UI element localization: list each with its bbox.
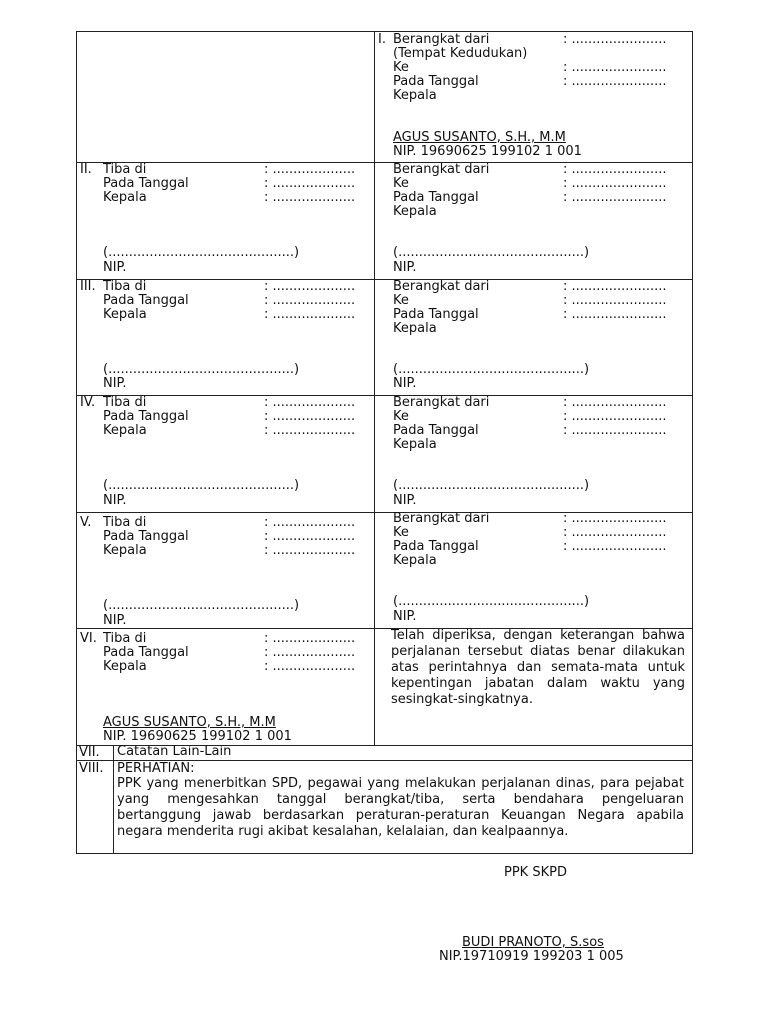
ke-label: Ke [393, 525, 409, 540]
berangkat-dari-label: Berangkat dari [393, 511, 490, 526]
ke-field: : ....................... [563, 409, 667, 424]
catatan-label: Catatan Lain-Lain [117, 744, 232, 759]
berangkat-dari-field: : ....................... [563, 162, 667, 177]
footer-name: BUDI PRANOTO, S.sos [462, 935, 604, 950]
ke-field: : ....................... [563, 176, 667, 191]
pada-tanggal-field: : .................... [264, 645, 356, 660]
pada-tanggal-label: Pada Tanggal [393, 539, 479, 554]
table-border-bottom [76, 853, 693, 854]
ke-field: : ....................... [563, 60, 667, 75]
pada-tanggal-label: Pada Tanggal [103, 176, 189, 191]
nip-label: NIP. [103, 493, 127, 508]
pada-tanggal-label: Pada Tanggal [393, 74, 479, 89]
berangkat-dari-field: : ....................... [563, 279, 667, 294]
kepala-label: Kepala [393, 321, 437, 336]
table-border-left [76, 31, 77, 854]
kepala-field: : .................... [264, 543, 356, 558]
pada-tanggal-field: : ....................... [563, 307, 667, 322]
ke-field: : ....................... [563, 293, 667, 308]
kepala-label: Kepala [393, 553, 437, 568]
section-number: III. [80, 279, 96, 294]
column-divider-middle [374, 31, 375, 746]
pada-tanggal-label: Pada Tanggal [103, 529, 189, 544]
pada-tanggal-field: : ....................... [563, 539, 667, 554]
footer-nip: NIP.19710919 199203 1 005 [439, 949, 624, 964]
section-number: V. [80, 515, 92, 530]
perhatian-title: PERHATIAN: [117, 761, 195, 776]
kepala-label: Kepala [103, 307, 147, 322]
table-border-right [692, 31, 693, 854]
pada-tanggal-field: : ....................... [563, 74, 667, 89]
berangkat-dari-label: Berangkat dari [393, 32, 490, 47]
kepala-label: Kepala [393, 88, 437, 103]
column-divider-number [113, 745, 114, 854]
pada-tanggal-field: : .................... [264, 529, 356, 544]
pada-tanggal-label: Pada Tanggal [393, 423, 479, 438]
ke-label: Ke [393, 409, 409, 424]
signature-blank: (.............................................) [103, 362, 300, 377]
section-number: VIII. [79, 761, 104, 776]
kepala-label: Kepala [103, 543, 147, 558]
tempat-kedudukan-label: (Tempat Kedudukan) [393, 46, 528, 61]
nip-label: NIP. [103, 260, 127, 275]
tiba-di-field: : .................... [264, 162, 356, 177]
pada-tanggal-label: Pada Tanggal [103, 293, 189, 308]
section-number: II. [80, 162, 92, 177]
tiba-di-label: Tiba di [103, 631, 147, 646]
nip-label: NIP. [103, 376, 127, 391]
kepala-field: : .................... [264, 307, 356, 322]
nip-label: NIP. [393, 493, 417, 508]
tiba-di-field: : .................... [264, 631, 356, 646]
kepala-label: Kepala [103, 190, 147, 205]
section-number: IV. [80, 395, 96, 410]
berangkat-dari-field: : ....................... [563, 395, 667, 410]
ke-label: Ke [393, 60, 409, 75]
tiba-di-label: Tiba di [103, 162, 147, 177]
tiba-di-label: Tiba di [103, 395, 147, 410]
nip-label: NIP. [103, 613, 127, 628]
signature-blank: (.............................................) [393, 594, 590, 609]
kepala-label: Kepala [393, 437, 437, 452]
official-nip: NIP. 19690625 199102 1 001 [393, 144, 582, 159]
tiba-di-label: Tiba di [103, 515, 147, 530]
pada-tanggal-field: : .................... [264, 176, 356, 191]
nip-label: NIP. [393, 376, 417, 391]
berangkat-dari-field: : ....................... [563, 32, 667, 47]
verification-text: Telah diperiksa, dengan keterangan bahwa perjalanan tersebut diatas benar dilakukan atas perintahnya dan semata-mata untuk kepentingan jabatan dalam waktu yang sesingkat-singkatnya. [391, 628, 685, 707]
signature-blank: (.............................................) [103, 245, 300, 260]
ke-field: : ....................... [563, 525, 667, 540]
kepala-label: Kepala [103, 659, 147, 674]
kepala-field: : .................... [264, 190, 356, 205]
pada-tanggal-field: : .................... [264, 293, 356, 308]
pada-tanggal-label: Pada Tanggal [393, 190, 479, 205]
pada-tanggal-label: Pada Tanggal [103, 409, 189, 424]
signature-blank: (.............................................) [393, 362, 590, 377]
tiba-di-label: Tiba di [103, 279, 147, 294]
pada-tanggal-field: : ....................... [563, 423, 667, 438]
kepala-field: : .................... [264, 659, 356, 674]
pada-tanggal-label: Pada Tanggal [103, 645, 189, 660]
kepala-field: : .................... [264, 423, 356, 438]
tiba-di-field: : .................... [264, 395, 356, 410]
tiba-di-field: : .................... [264, 515, 356, 530]
official-nip: NIP. 19690625 199102 1 001 [103, 729, 292, 744]
pada-tanggal-field: : .................... [264, 409, 356, 424]
section-number: VII. [79, 745, 100, 760]
official-name: AGUS SUSANTO, S.H., M.M [103, 715, 276, 730]
kepala-label: Kepala [103, 423, 147, 438]
kepala-label: Kepala [393, 204, 437, 219]
pada-tanggal-field: : ....................... [563, 190, 667, 205]
ke-label: Ke [393, 176, 409, 191]
perhatian-text: PPK yang menerbitkan SPD, pegawai yang melakukan perjalanan dinas, para pejabat yang mengesahkan tanggal berangkat/tiba, serta bendahara pengeluaran bertanggung jawab berdasarkan peraturan-peraturan Keuangan Negara apabila negara menderita rugi akibat kesalahan, kelalaian, dan kealpaannya. [117, 776, 684, 839]
pada-tanggal-label: Pada Tanggal [393, 307, 479, 322]
berangkat-dari-label: Berangkat dari [393, 162, 490, 177]
berangkat-dari-label: Berangkat dari [393, 279, 490, 294]
ke-label: Ke [393, 293, 409, 308]
berangkat-dari-label: Berangkat dari [393, 395, 490, 410]
signature-blank: (.............................................) [103, 598, 300, 613]
tiba-di-field: : .................... [264, 279, 356, 294]
nip-label: NIP. [393, 609, 417, 624]
berangkat-dari-field: : ....................... [563, 511, 667, 526]
footer-title: PPK SKPD [504, 865, 567, 880]
signature-blank: (.............................................) [393, 245, 590, 260]
signature-blank: (.............................................) [103, 478, 300, 493]
official-name: AGUS SUSANTO, S.H., M.M [393, 130, 566, 145]
signature-blank: (.............................................) [393, 478, 590, 493]
section-number: VI. [80, 631, 97, 646]
section-number: I. [378, 32, 386, 47]
nip-label: NIP. [393, 260, 417, 275]
